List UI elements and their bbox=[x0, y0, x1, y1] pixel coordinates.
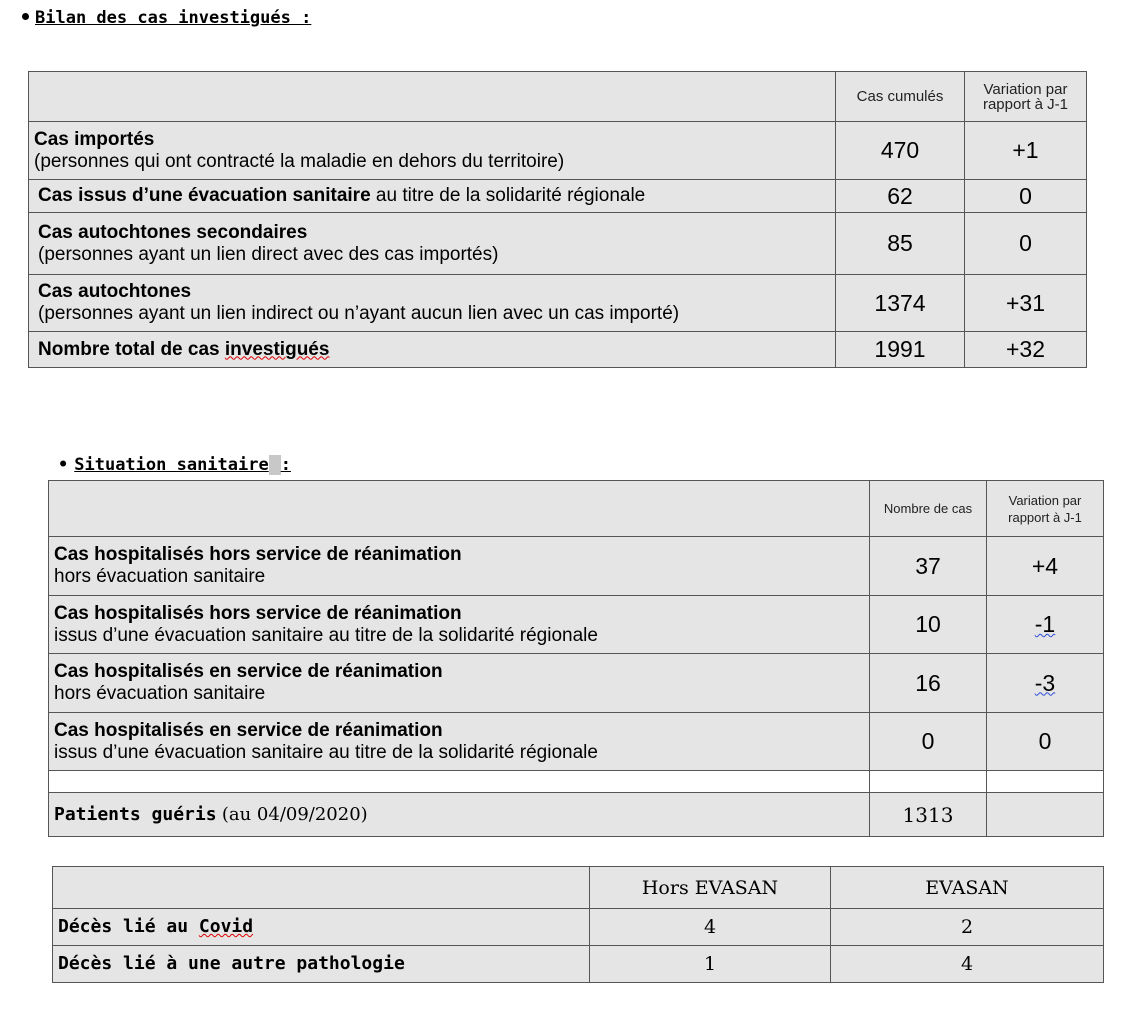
cases-table bbox=[28, 71, 1087, 368]
header-count: Nombre de cas bbox=[870, 481, 987, 537]
table-row: Cas importés (personnes qui ont contracté la maladie en dehors du territoire) 470 +1 bbox=[29, 122, 1087, 180]
empty-row bbox=[49, 771, 1104, 793]
table-row: Cas autochtones (personnes ayant un lien indirect ou n’ayant aucun lien avec un cas importé) 1374 +31 bbox=[29, 275, 1087, 332]
table-row: Cas hospitalisés en service de réanimation issus d’une évacuation sanitaire au titre de la solidarité régionale 0 0 bbox=[49, 713, 1104, 771]
table-row: Décès lié à une autre pathologie 1 4 bbox=[53, 946, 1104, 983]
table-row: Cas hospitalisés hors service de réanimation issus d’une évacuation sanitaire au titre de la solidarité régionale 10 -1 bbox=[49, 596, 1104, 654]
header-variation: Variation par rapport à J-1 bbox=[965, 72, 1087, 122]
table-row: Cas hospitalisés hors service de réanimation hors évacuation sanitaire 37 +4 bbox=[49, 537, 1104, 596]
table-row: Décès lié au Covid 4 2 bbox=[53, 909, 1104, 946]
table-row: Cas hospitalisés en service de réanimation hors évacuation sanitaire 16 -3 bbox=[49, 654, 1104, 713]
header-variation: Variation par rapport à J-1 bbox=[987, 481, 1104, 537]
section-heading-cases: Bilan des cas investigués : bbox=[22, 8, 311, 28]
health-table bbox=[48, 480, 1104, 837]
header-hors-evasan: Hors EVASAN bbox=[590, 867, 831, 909]
bullet-icon bbox=[22, 13, 29, 20]
table-row: Cas issus d’une évacuation sanitaire au titre de la solidarité régionale 62 0 bbox=[29, 180, 1087, 213]
deaths-table bbox=[52, 866, 1104, 983]
recovered-row: Patients guéris (au 04/09/2020) 1313 bbox=[49, 793, 1104, 837]
section-heading-health: • Situation sanitaire : bbox=[58, 455, 291, 475]
total-row: Nombre total de cas investigués 1991 +32 bbox=[29, 332, 1087, 368]
table-row: Cas autochtones secondaires (personnes ayant un lien direct avec des cas importés) 85 0 bbox=[29, 213, 1087, 275]
header-evasan: EVASAN bbox=[831, 867, 1104, 909]
header-cumulative: Cas cumulés bbox=[836, 72, 965, 122]
text-cursor bbox=[269, 455, 281, 475]
